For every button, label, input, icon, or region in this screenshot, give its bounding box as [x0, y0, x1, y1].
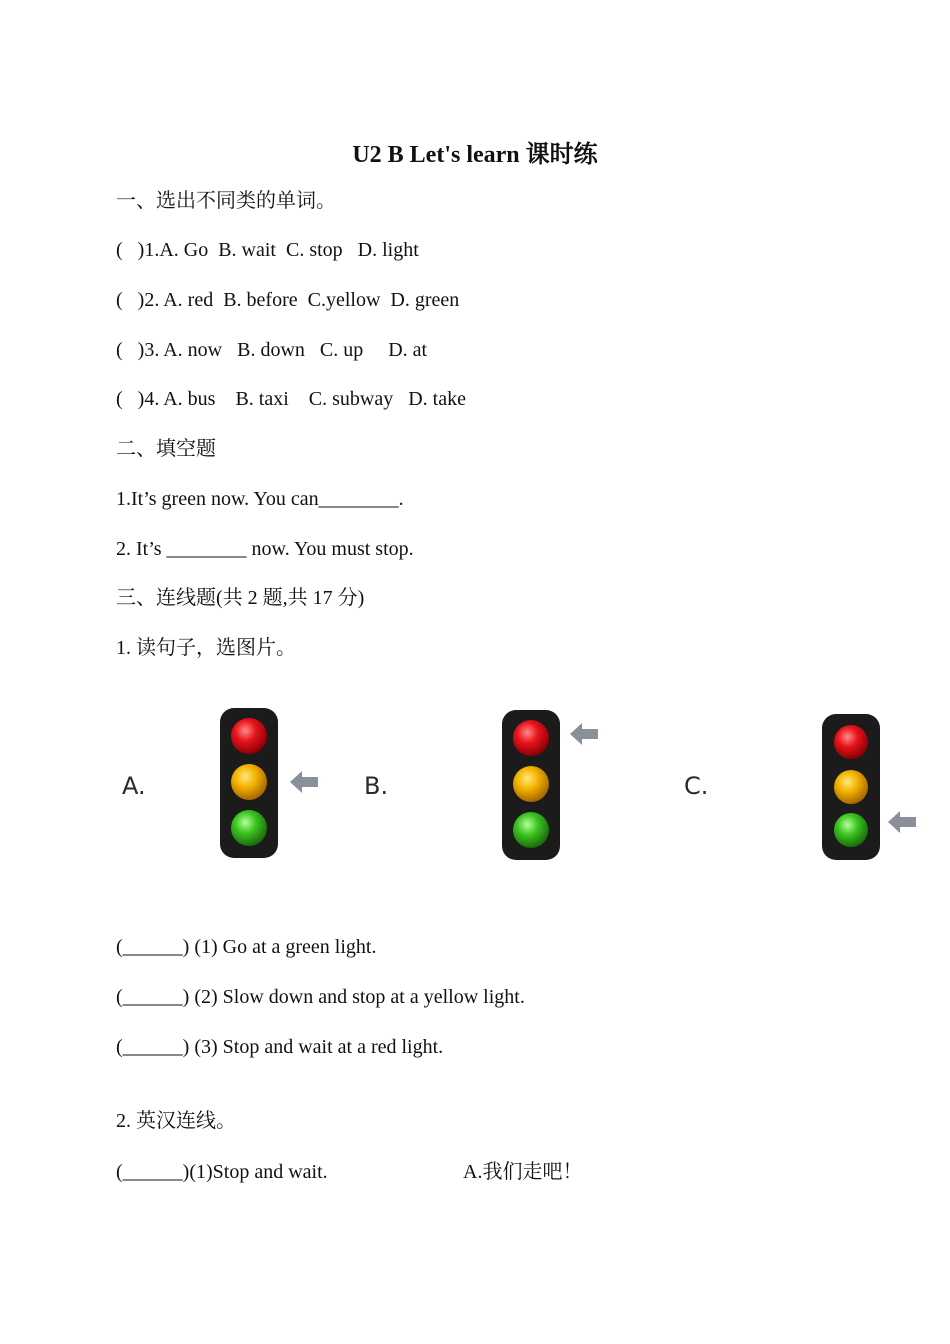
image-label-a: A.	[122, 772, 146, 800]
section1-item-4: ( )4. A. bus B. taxi C. subway D. take	[116, 388, 466, 410]
image-label-c: C.	[684, 772, 709, 800]
q1-item-1: (______) (1) Go at a green light.	[116, 936, 377, 958]
worksheet-title: U2 B Let's learn 课时练	[352, 142, 598, 168]
traffic-light-c-graphic	[820, 712, 930, 868]
green-lamp	[231, 810, 267, 846]
traffic-light-c	[820, 712, 930, 873]
arrow-icon	[570, 723, 598, 745]
section2-heading: 二、填空题	[116, 438, 216, 460]
traffic-light-a	[218, 706, 328, 867]
section1-item-2: ( )2. A. red B. before C.yellow D. green	[116, 289, 460, 311]
section3-q2-prompt: 2. 英汉连线。	[116, 1110, 236, 1132]
traffic-light-b	[500, 708, 610, 869]
arrow-icon	[290, 771, 318, 793]
green-lamp	[834, 813, 868, 847]
section2-item-1: 1.It’s green now. You can________.	[116, 488, 404, 510]
red-lamp	[834, 725, 868, 759]
section1-item-3: ( )3. A. now B. down C. up D. at	[116, 339, 428, 361]
traffic-light-a-graphic	[218, 706, 328, 862]
q1-item-3: (______) (3) Stop and wait at a red light.	[116, 1036, 444, 1058]
yellow-lamp	[834, 770, 868, 804]
q1-item-2: (______) (2) Slow down and stop at a yellow light.	[116, 986, 525, 1008]
green-lamp	[513, 812, 549, 848]
yellow-lamp	[513, 766, 549, 802]
red-lamp	[231, 718, 267, 754]
yellow-lamp	[231, 764, 267, 800]
section2-item-2: 2. It’s ________ now. You must stop.	[116, 538, 414, 560]
traffic-light-b-graphic	[500, 708, 610, 864]
image-label-b: B.	[364, 772, 389, 800]
section1-heading: 一、选出不同类的单词。	[116, 190, 336, 212]
q2-item-left: (______)(1)Stop and wait.	[116, 1161, 328, 1183]
red-lamp	[513, 720, 549, 756]
q2-item-right: A.我们走吧！	[463, 1161, 583, 1183]
section3-q1-prompt: 1. 读句子，选图片。	[116, 637, 296, 659]
arrow-icon	[888, 811, 916, 833]
section1-item-1: ( )1.A. Go B. wait C. stop D. light	[116, 239, 419, 261]
section3-heading: 三、连线题(共 2 题,共 17 分)	[116, 587, 365, 609]
